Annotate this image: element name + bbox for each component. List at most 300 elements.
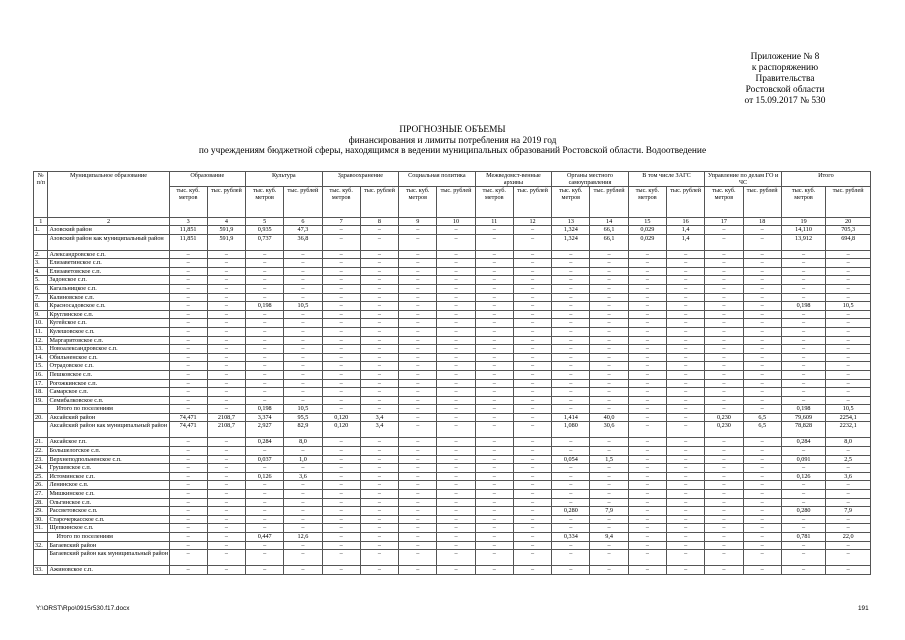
table-row xyxy=(34,507,871,516)
row-value-cell: – xyxy=(284,388,322,397)
row-value-cell: – xyxy=(284,310,322,319)
row-value-cell: – xyxy=(360,284,398,293)
row-municipality-name: Рогожкинское с.п. xyxy=(48,379,169,388)
row-value-cell: – xyxy=(399,267,437,276)
row-value-cell: – xyxy=(360,327,398,336)
row-value-cell: – xyxy=(628,422,666,438)
row-value-cell: 0,091 xyxy=(781,455,825,464)
row-value-cell: – xyxy=(437,250,475,259)
header-group: В том числе ЗАГС xyxy=(628,172,705,187)
row-value-cell: – xyxy=(399,541,437,550)
row-value-cell: – xyxy=(475,284,513,293)
row-value-cell: – xyxy=(399,250,437,259)
row-value-cell: – xyxy=(705,310,743,319)
row-value-cell: – xyxy=(590,345,628,354)
row-value-cell: – xyxy=(781,319,825,328)
row-value-cell: – xyxy=(667,284,705,293)
row-value-cell: – xyxy=(781,336,825,345)
row-municipality-name: Круглянское с.п. xyxy=(48,310,169,319)
row-value-cell: – xyxy=(743,379,781,388)
row-value-cell: – xyxy=(705,388,743,397)
row-number: 3. xyxy=(34,259,48,268)
row-municipality-name: Рассветовское с.п. xyxy=(48,507,169,516)
row-value-cell: – xyxy=(475,327,513,336)
row-value-cell: – xyxy=(705,438,743,447)
row-value-cell: – xyxy=(743,284,781,293)
row-value-cell: – xyxy=(284,464,322,473)
row-value-cell: – xyxy=(781,284,825,293)
row-number: 33. xyxy=(34,566,48,575)
header-unit: тыс. рублей xyxy=(284,187,322,218)
row-value-cell: – xyxy=(437,276,475,285)
row-value-cell: – xyxy=(667,490,705,499)
row-value-cell: – xyxy=(284,507,322,516)
row-value-cell: – xyxy=(207,370,245,379)
row-value-cell: – xyxy=(628,267,666,276)
row-value-cell: – xyxy=(781,310,825,319)
row-value-cell: – xyxy=(322,481,360,490)
row-value-cell: – xyxy=(169,550,207,566)
row-municipality-name: Старочеркасское с.п. xyxy=(48,515,169,524)
row-value-cell: 591,9 xyxy=(207,226,245,235)
row-value-cell: – xyxy=(743,447,781,456)
row-value-cell: – xyxy=(513,353,551,362)
row-value-cell: – xyxy=(590,353,628,362)
row-value-cell: 0,029 xyxy=(628,226,666,235)
row-value-cell: – xyxy=(552,550,590,566)
row-value-cell: – xyxy=(169,319,207,328)
row-value-cell: 11,851 xyxy=(169,234,207,250)
header-col-number: 12 xyxy=(513,218,551,226)
row-value-cell: – xyxy=(360,345,398,354)
row-value-cell: – xyxy=(475,234,513,250)
header-unit: тыс. рублей xyxy=(826,187,871,218)
row-value-cell: – xyxy=(590,310,628,319)
row-value-cell: 40,0 xyxy=(590,413,628,422)
row-value-cell: – xyxy=(284,327,322,336)
row-value-cell: – xyxy=(826,447,871,456)
header-row-col-numbers xyxy=(34,218,871,226)
row-value-cell: – xyxy=(284,259,322,268)
row-value-cell: – xyxy=(284,379,322,388)
row-value-cell: – xyxy=(322,524,360,533)
row-value-cell: – xyxy=(360,310,398,319)
row-value-cell: 0,120 xyxy=(322,413,360,422)
row-value-cell: – xyxy=(322,259,360,268)
row-value-cell: – xyxy=(169,405,207,414)
row-value-cell: 8,0 xyxy=(284,438,322,447)
row-value-cell: – xyxy=(399,464,437,473)
row-value-cell: – xyxy=(475,345,513,354)
row-value-cell: – xyxy=(552,353,590,362)
table-row xyxy=(34,319,871,328)
appendix-block xyxy=(690,52,880,107)
row-value-cell: – xyxy=(360,524,398,533)
row-value-cell: – xyxy=(552,490,590,499)
row-value-cell: – xyxy=(705,533,743,542)
row-value-cell: – xyxy=(399,533,437,542)
row-value-cell: – xyxy=(246,566,284,575)
row-number xyxy=(34,550,48,566)
row-value-cell: – xyxy=(360,405,398,414)
table-row xyxy=(34,293,871,302)
row-value-cell: – xyxy=(437,550,475,566)
row-value-cell: – xyxy=(284,267,322,276)
row-value-cell: – xyxy=(399,388,437,397)
row-value-cell: – xyxy=(169,379,207,388)
row-value-cell: – xyxy=(169,507,207,516)
row-value-cell: – xyxy=(826,293,871,302)
row-value-cell: – xyxy=(826,498,871,507)
row-value-cell: – xyxy=(552,438,590,447)
row-value-cell: – xyxy=(590,284,628,293)
row-value-cell: 1,0 xyxy=(284,455,322,464)
row-value-cell: – xyxy=(781,250,825,259)
row-value-cell: – xyxy=(628,370,666,379)
header-col-number: 1 xyxy=(34,218,48,226)
row-value-cell: – xyxy=(743,490,781,499)
row-value-cell: 705,3 xyxy=(826,226,871,235)
row-value-cell: – xyxy=(475,259,513,268)
row-number: 10. xyxy=(34,319,48,328)
row-value-cell: – xyxy=(437,515,475,524)
row-value-cell: – xyxy=(322,267,360,276)
row-value-cell: – xyxy=(437,438,475,447)
row-value-cell: – xyxy=(781,293,825,302)
row-number xyxy=(34,405,48,414)
row-value-cell: – xyxy=(475,472,513,481)
row-value-cell: – xyxy=(705,259,743,268)
row-value-cell: – xyxy=(284,319,322,328)
row-value-cell: – xyxy=(552,284,590,293)
row-value-cell: – xyxy=(552,370,590,379)
row-value-cell: – xyxy=(322,541,360,550)
row-value-cell: – xyxy=(513,447,551,456)
table-row xyxy=(34,379,871,388)
row-value-cell: – xyxy=(360,293,398,302)
header-unit: тыс. куб. метров xyxy=(781,187,825,218)
row-municipality-name: Щепкинское с.п. xyxy=(48,524,169,533)
row-value-cell: 30,6 xyxy=(590,422,628,438)
row-value-cell: – xyxy=(743,388,781,397)
row-value-cell: – xyxy=(475,490,513,499)
row-value-cell: – xyxy=(322,327,360,336)
row-value-cell: – xyxy=(667,388,705,397)
row-value-cell: – xyxy=(322,566,360,575)
table-row xyxy=(34,481,871,490)
row-value-cell: – xyxy=(628,396,666,405)
row-value-cell: – xyxy=(169,302,207,311)
row-value-cell: – xyxy=(399,370,437,379)
row-value-cell: – xyxy=(322,455,360,464)
row-value-cell: – xyxy=(360,481,398,490)
row-value-cell: – xyxy=(513,302,551,311)
row-value-cell: – xyxy=(667,464,705,473)
footer-file-path: Y:\ORST\Rpo\0915r530.f17.docx xyxy=(36,605,130,612)
row-value-cell: – xyxy=(169,345,207,354)
row-value-cell: – xyxy=(322,353,360,362)
row-value-cell: 66,1 xyxy=(590,226,628,235)
row-value-cell: 95,5 xyxy=(284,413,322,422)
row-value-cell: – xyxy=(705,490,743,499)
row-value-cell: – xyxy=(743,524,781,533)
row-value-cell: – xyxy=(475,388,513,397)
row-value-cell: – xyxy=(513,438,551,447)
row-value-cell: – xyxy=(475,507,513,516)
row-value-cell: 2254,1 xyxy=(826,413,871,422)
row-value-cell: – xyxy=(590,566,628,575)
row-value-cell: – xyxy=(246,345,284,354)
row-value-cell: – xyxy=(743,293,781,302)
row-value-cell: – xyxy=(207,259,245,268)
row-value-cell: – xyxy=(667,362,705,371)
row-value-cell: – xyxy=(399,336,437,345)
row-value-cell: – xyxy=(475,353,513,362)
row-value-cell: 0,284 xyxy=(246,438,284,447)
row-value-cell: – xyxy=(743,438,781,447)
table-row xyxy=(34,284,871,293)
row-value-cell: – xyxy=(322,226,360,235)
row-municipality-name: Ольгинское с.п. xyxy=(48,498,169,507)
row-value-cell: – xyxy=(705,481,743,490)
row-value-cell: – xyxy=(705,524,743,533)
row-value-cell: – xyxy=(781,345,825,354)
row-value-cell: – xyxy=(781,370,825,379)
row-value-cell: – xyxy=(667,293,705,302)
row-value-cell: – xyxy=(246,284,284,293)
row-value-cell: 0,198 xyxy=(246,302,284,311)
table-row xyxy=(34,498,871,507)
row-number: 1. xyxy=(34,226,48,235)
row-value-cell: – xyxy=(169,396,207,405)
row-number xyxy=(34,234,48,250)
row-value-cell: – xyxy=(513,226,551,235)
appendix-line: Приложение № 8 xyxy=(750,52,820,62)
row-value-cell: – xyxy=(399,566,437,575)
row-value-cell: – xyxy=(360,353,398,362)
row-value-cell: – xyxy=(743,267,781,276)
row-value-cell: – xyxy=(552,379,590,388)
row-value-cell: – xyxy=(667,302,705,311)
row-value-cell: – xyxy=(826,566,871,575)
row-value-cell: – xyxy=(590,327,628,336)
table-row xyxy=(34,541,871,550)
row-value-cell: – xyxy=(552,302,590,311)
table-row xyxy=(34,405,871,414)
row-municipality-name: Отрадовское с.п. xyxy=(48,362,169,371)
row-value-cell: – xyxy=(207,293,245,302)
table-row xyxy=(34,276,871,285)
row-value-cell: – xyxy=(360,490,398,499)
row-value-cell: – xyxy=(590,319,628,328)
row-value-cell: – xyxy=(322,472,360,481)
header-group: Органы местного самоуправления xyxy=(552,172,629,187)
row-value-cell: 9,4 xyxy=(590,533,628,542)
row-value-cell: – xyxy=(781,481,825,490)
row-value-cell: – xyxy=(284,345,322,354)
header-group: Культура xyxy=(246,172,323,187)
row-value-cell: – xyxy=(169,327,207,336)
row-value-cell: – xyxy=(513,336,551,345)
row-value-cell: – xyxy=(743,310,781,319)
row-value-cell: – xyxy=(399,481,437,490)
row-value-cell: – xyxy=(590,370,628,379)
row-value-cell: – xyxy=(322,550,360,566)
row-value-cell: 694,8 xyxy=(826,234,871,250)
row-value-cell: – xyxy=(667,507,705,516)
row-value-cell: – xyxy=(590,472,628,481)
header-col-number: 18 xyxy=(743,218,781,226)
row-value-cell: – xyxy=(207,319,245,328)
row-value-cell: – xyxy=(284,370,322,379)
row-value-cell: – xyxy=(475,250,513,259)
row-value-cell: – xyxy=(437,472,475,481)
row-value-cell: – xyxy=(590,515,628,524)
row-value-cell: – xyxy=(826,362,871,371)
row-value-cell: – xyxy=(826,550,871,566)
row-value-cell: – xyxy=(399,524,437,533)
row-value-cell: – xyxy=(513,566,551,575)
header-col-number: 19 xyxy=(781,218,825,226)
row-value-cell: 10,5 xyxy=(284,405,322,414)
row-value-cell: – xyxy=(399,447,437,456)
row-value-cell: – xyxy=(284,250,322,259)
row-value-cell: – xyxy=(360,515,398,524)
row-value-cell: – xyxy=(628,345,666,354)
document-title xyxy=(0,125,905,157)
row-value-cell: – xyxy=(552,250,590,259)
header-col-number: 11 xyxy=(475,218,513,226)
table-row xyxy=(34,464,871,473)
row-value-cell: – xyxy=(513,507,551,516)
row-value-cell: – xyxy=(475,405,513,414)
row-value-cell: 2108,7 xyxy=(207,422,245,438)
row-value-cell: – xyxy=(207,524,245,533)
row-value-cell: 0,029 xyxy=(628,234,666,250)
row-value-cell: – xyxy=(705,226,743,235)
row-municipality-name: Обильненское с.п. xyxy=(48,353,169,362)
row-value-cell: – xyxy=(475,447,513,456)
row-value-cell: – xyxy=(628,524,666,533)
header-col-number: 13 xyxy=(552,218,590,226)
row-value-cell: – xyxy=(667,481,705,490)
row-value-cell: – xyxy=(590,464,628,473)
row-value-cell: – xyxy=(169,250,207,259)
row-municipality-name: Задонское с.п. xyxy=(48,276,169,285)
row-value-cell: – xyxy=(513,362,551,371)
row-value-cell: – xyxy=(667,345,705,354)
row-value-cell: – xyxy=(437,481,475,490)
row-value-cell: – xyxy=(207,345,245,354)
row-value-cell: – xyxy=(399,455,437,464)
row-value-cell: – xyxy=(667,550,705,566)
row-value-cell: 3,6 xyxy=(284,472,322,481)
row-value-cell: – xyxy=(552,566,590,575)
row-value-cell: – xyxy=(513,327,551,336)
row-value-cell: – xyxy=(475,481,513,490)
row-value-cell: – xyxy=(552,405,590,414)
row-value-cell: – xyxy=(513,276,551,285)
row-value-cell: – xyxy=(360,550,398,566)
row-value-cell: 1,324 xyxy=(552,234,590,250)
row-municipality-name: Аксайский район как муниципальный район xyxy=(48,422,169,438)
row-value-cell: – xyxy=(628,464,666,473)
row-value-cell: – xyxy=(667,447,705,456)
row-value-cell: – xyxy=(628,276,666,285)
appendix-line: от 15.09.2017 № 530 xyxy=(744,96,826,106)
row-value-cell: – xyxy=(826,250,871,259)
row-value-cell: – xyxy=(826,327,871,336)
row-value-cell: – xyxy=(781,362,825,371)
row-value-cell: – xyxy=(705,507,743,516)
row-value-cell: – xyxy=(590,259,628,268)
row-municipality-name: Аксайское г.п. xyxy=(48,438,169,447)
row-value-cell: – xyxy=(743,370,781,379)
row-number: 6. xyxy=(34,284,48,293)
row-value-cell: 10,5 xyxy=(826,302,871,311)
row-value-cell: – xyxy=(781,464,825,473)
row-value-cell: – xyxy=(705,362,743,371)
row-value-cell: – xyxy=(667,566,705,575)
row-value-cell: – xyxy=(705,472,743,481)
row-value-cell: – xyxy=(169,447,207,456)
appendix-line: Ростовской области xyxy=(745,85,825,95)
row-value-cell: – xyxy=(513,455,551,464)
row-value-cell: – xyxy=(826,310,871,319)
row-value-cell: – xyxy=(475,533,513,542)
row-value-cell: 1,080 xyxy=(552,422,590,438)
row-value-cell: – xyxy=(399,345,437,354)
row-value-cell: – xyxy=(399,234,437,250)
row-value-cell: – xyxy=(513,396,551,405)
row-value-cell: – xyxy=(590,447,628,456)
row-value-cell: – xyxy=(360,541,398,550)
row-value-cell: – xyxy=(590,438,628,447)
table-row xyxy=(34,438,871,447)
row-municipality-name: Ленинское с.п. xyxy=(48,481,169,490)
table-row xyxy=(34,250,871,259)
row-value-cell: – xyxy=(667,413,705,422)
row-value-cell: – xyxy=(590,550,628,566)
row-value-cell: – xyxy=(360,566,398,575)
row-value-cell: 0,280 xyxy=(781,507,825,516)
row-value-cell: – xyxy=(322,284,360,293)
row-value-cell: – xyxy=(743,507,781,516)
row-value-cell: – xyxy=(475,302,513,311)
row-value-cell: – xyxy=(207,379,245,388)
row-value-cell: – xyxy=(826,541,871,550)
row-value-cell: – xyxy=(169,388,207,397)
row-value-cell: – xyxy=(360,267,398,276)
header-col-number: 17 xyxy=(705,218,743,226)
header-col-number: 7 xyxy=(322,218,360,226)
row-value-cell: – xyxy=(207,455,245,464)
table-row xyxy=(34,422,871,438)
row-value-cell: – xyxy=(667,422,705,438)
row-value-cell: – xyxy=(322,490,360,499)
row-value-cell: – xyxy=(552,541,590,550)
row-value-cell: – xyxy=(513,319,551,328)
row-value-cell: – xyxy=(475,362,513,371)
row-value-cell: – xyxy=(590,524,628,533)
row-municipality-name: Калиновское с.п. xyxy=(48,293,169,302)
row-value-cell: 0,230 xyxy=(705,422,743,438)
table-row xyxy=(34,566,871,575)
row-value-cell: – xyxy=(826,370,871,379)
row-value-cell: – xyxy=(169,370,207,379)
row-value-cell: – xyxy=(590,267,628,276)
row-value-cell: – xyxy=(322,515,360,524)
